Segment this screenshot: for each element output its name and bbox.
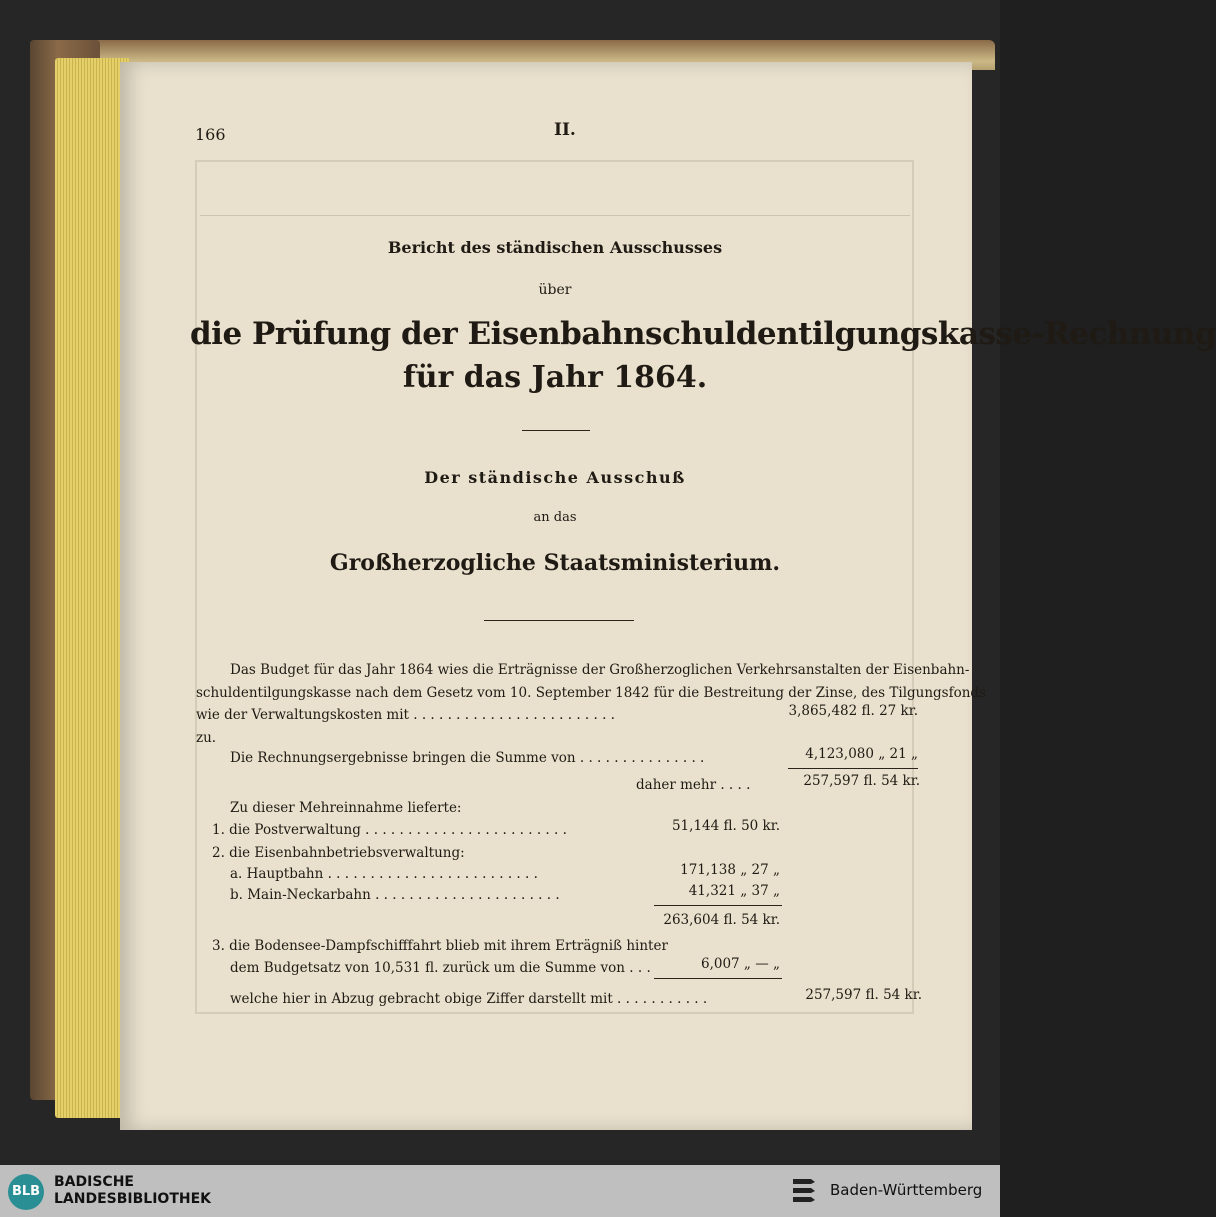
title-divider [522,430,590,431]
breakdown-amount: 41,321 „ 37 „ [688,883,780,899]
address-recipient: Großherzogliche Staatsministerium. [329,550,781,576]
budget-amount: 3,865,482 fl. 27 kr. [788,703,918,719]
page-edges [55,58,130,1118]
blb-name-line2: LANDESBIBLIOTHEK [54,1191,212,1207]
paragraph-line: schuldentilgungskasse nach dem Gesetz vom 10. September 1842 für die Bestreitung der Zinse, des Tilgungsfonds [196,685,987,701]
report-title-line2: über [538,282,572,298]
breakdown-item: 2. die Eisenbahnbetriebsverwaltung: [212,845,465,861]
breakdown-amount: 51,144 fl. 50 kr. [671,818,780,834]
breakdown-subitem: b. Main-Neckarbahn . . . . . . . . . . . . . . . . . . . . . . [230,887,560,903]
sum-rule [654,905,782,906]
subtotal-amount: 263,604 fl. 54 kr. [663,912,780,928]
breakdown-amount: 171,138 „ 27 „ [680,862,780,878]
report-title-main: die Prüfung der Eisenbahnschuldentilgungskasse-Rechnung [190,316,1216,352]
paragraph-line: wie der Verwaltungskosten mit . . . . . . . . . . . . . . . . . . . . . . . . [196,707,615,723]
report-title-year: für das Jahr 1864. [402,360,708,395]
bleed-through-rule [200,215,910,216]
state-lions-icon [790,1175,820,1207]
blb-name-line1: BADISCHE [54,1174,134,1190]
address-divider [484,620,634,621]
result-label: Die Rechnungsergebnisse bringen die Summe von . . . . . . . . . . . . . . . [230,750,705,766]
breakdown-item: 1. die Postverwaltung . . . . . . . . . . . . . . . . . . . . . . . . [212,822,567,838]
breakdown-item: 3. die Bodensee-Dampfschifffahrt blieb mit ihrem Erträgniß hinter [212,938,668,954]
address-sender: Der ständische Ausschuß [424,468,686,487]
breakdown-intro: Zu dieser Mehreinnahme lieferte: [230,800,462,816]
report-title-line1: Bericht des ständischen Ausschusses [387,238,723,257]
breakdown-item: dem Budgetsatz von 10,531 fl. zurück um die Summe von . . . [230,960,651,976]
surplus-amount: 257,597 fl. 54 kr. [803,773,920,789]
paragraph-line: Das Budget für das Jahr 1864 wies die Erträgnisse der Großherzoglichen Verkehrsanstalten der Eisenbahn- [230,662,970,678]
surplus-label: daher mehr . . . . [636,777,751,793]
blb-logo: BLB [8,1174,44,1210]
footer-bar [0,1165,1000,1217]
page-number: 166 [195,125,226,144]
result-amount: 4,123,080 „ 21 „ [805,746,918,762]
sum-rule [788,768,918,769]
address-connector: an das [533,510,577,525]
final-amount: 257,597 fl. 54 kr. [805,987,922,1003]
state-name: Baden-Württemberg [830,1181,983,1199]
section-number: II. [554,120,576,140]
blb-name [54,1174,211,1208]
sum-rule [654,978,782,979]
breakdown-subitem: a. Hauptbahn . . . . . . . . . . . . . . . . . . . . . . . . . [230,866,538,882]
final-label: welche hier in Abzug gebracht obige Ziffer darstellt mit . . . . . . . . . . . [230,991,708,1007]
breakdown-amount: 6,007 „ — „ [700,956,780,972]
paragraph-line: zu. [196,730,217,746]
